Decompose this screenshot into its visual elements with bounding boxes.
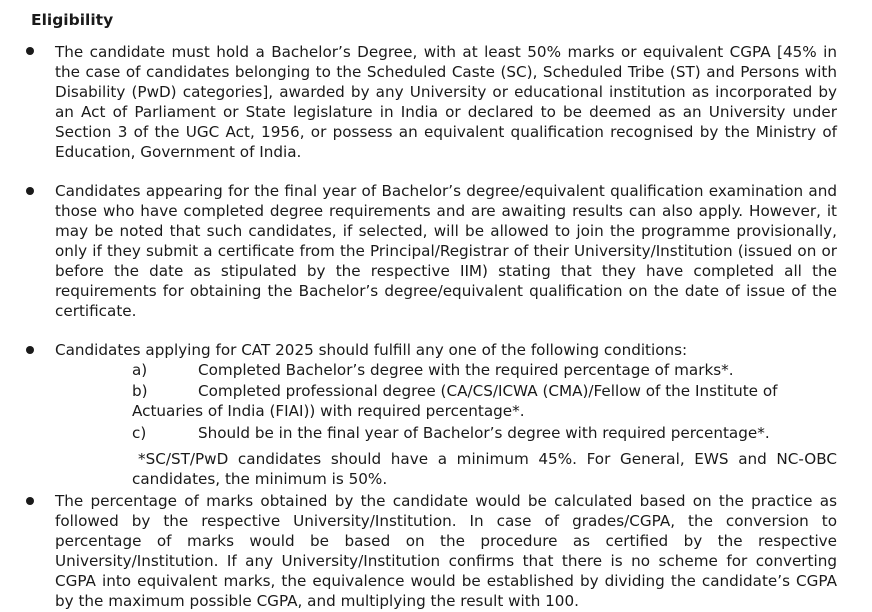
bullet-icon	[26, 346, 36, 356]
percentage-note: *SC/ST/PwD candidates should have a minimum 45%. For General, EWS and NC-OBC candidates, the minimum is 50%.	[132, 450, 837, 488]
bullet-paragraph-3: Candidates applying for CAT 2025 should fulfill any one of the following conditions:	[55, 341, 688, 359]
bullet-icon	[26, 47, 36, 57]
section-heading: Eligibility	[31, 11, 114, 29]
condition-label: b)	[132, 382, 148, 400]
condition-b-continuation: Actuaries of India (FIAI)) with required percentage*.	[132, 402, 525, 420]
bullet-paragraph-2: Candidates appearing for the final year of Bachelor’s degree/equivalent qualification examination and those who have completed degree requirements and are awaiting results can also apply. However, it may be noted that such candidates, if selected, will be allowed to join the programme provisionally, only if they submit a certificate from the Principal/Registrar of their University/Institution (issued on or before the date as stipulated by the respective IIM) stating that they have completed all the requirements for obtaining the Bachelor’s degree/equivalent qualification on the date of issue of the certificate.	[55, 182, 837, 320]
condition-label: c)	[132, 424, 147, 442]
bullet-icon	[26, 497, 36, 507]
condition-text: Completed Bachelor’s degree with the required percentage of marks*.	[198, 361, 734, 379]
condition-text: Completed professional degree (CA/CS/ICWA (CMA)/Fellow of the Institute of	[198, 382, 778, 400]
bullet-paragraph-4: The percentage of marks obtained by the candidate would be calculated based on the practice as followed by the respective University/Institution. In case of grades/CGPA, the conversion to percentage of marks would be based on the procedure as certified by the respective University/Institution. If any University/Institution confirms that there is no scheme for converting CGPA into equivalent marks, the equivalence would be established by dividing the candidate’s CGPA by the maximum possible CGPA, and multiplying the result with 100.	[55, 492, 837, 610]
bullet-icon	[26, 187, 36, 197]
bullet-paragraph-1: The candidate must hold a Bachelor’s Degree, with at least 50% marks or equivalent CGPA [45% in the case of candidates belonging to the Scheduled Caste (SC), Scheduled Tribe (ST) and Persons with Disability (PwD) categories], awarded by any University or educational institution as incorporated by an Act of Parliament or State legislature in India or declared to be deemed as an University under Section 3 of the UGC Act, 1956, or possess an equivalent qualification recognised by the Ministry of Education, Government of India.	[55, 43, 837, 161]
condition-label: a)	[132, 361, 148, 379]
condition-text: Should be in the final year of Bachelor’s degree with required percentage*.	[198, 424, 770, 442]
